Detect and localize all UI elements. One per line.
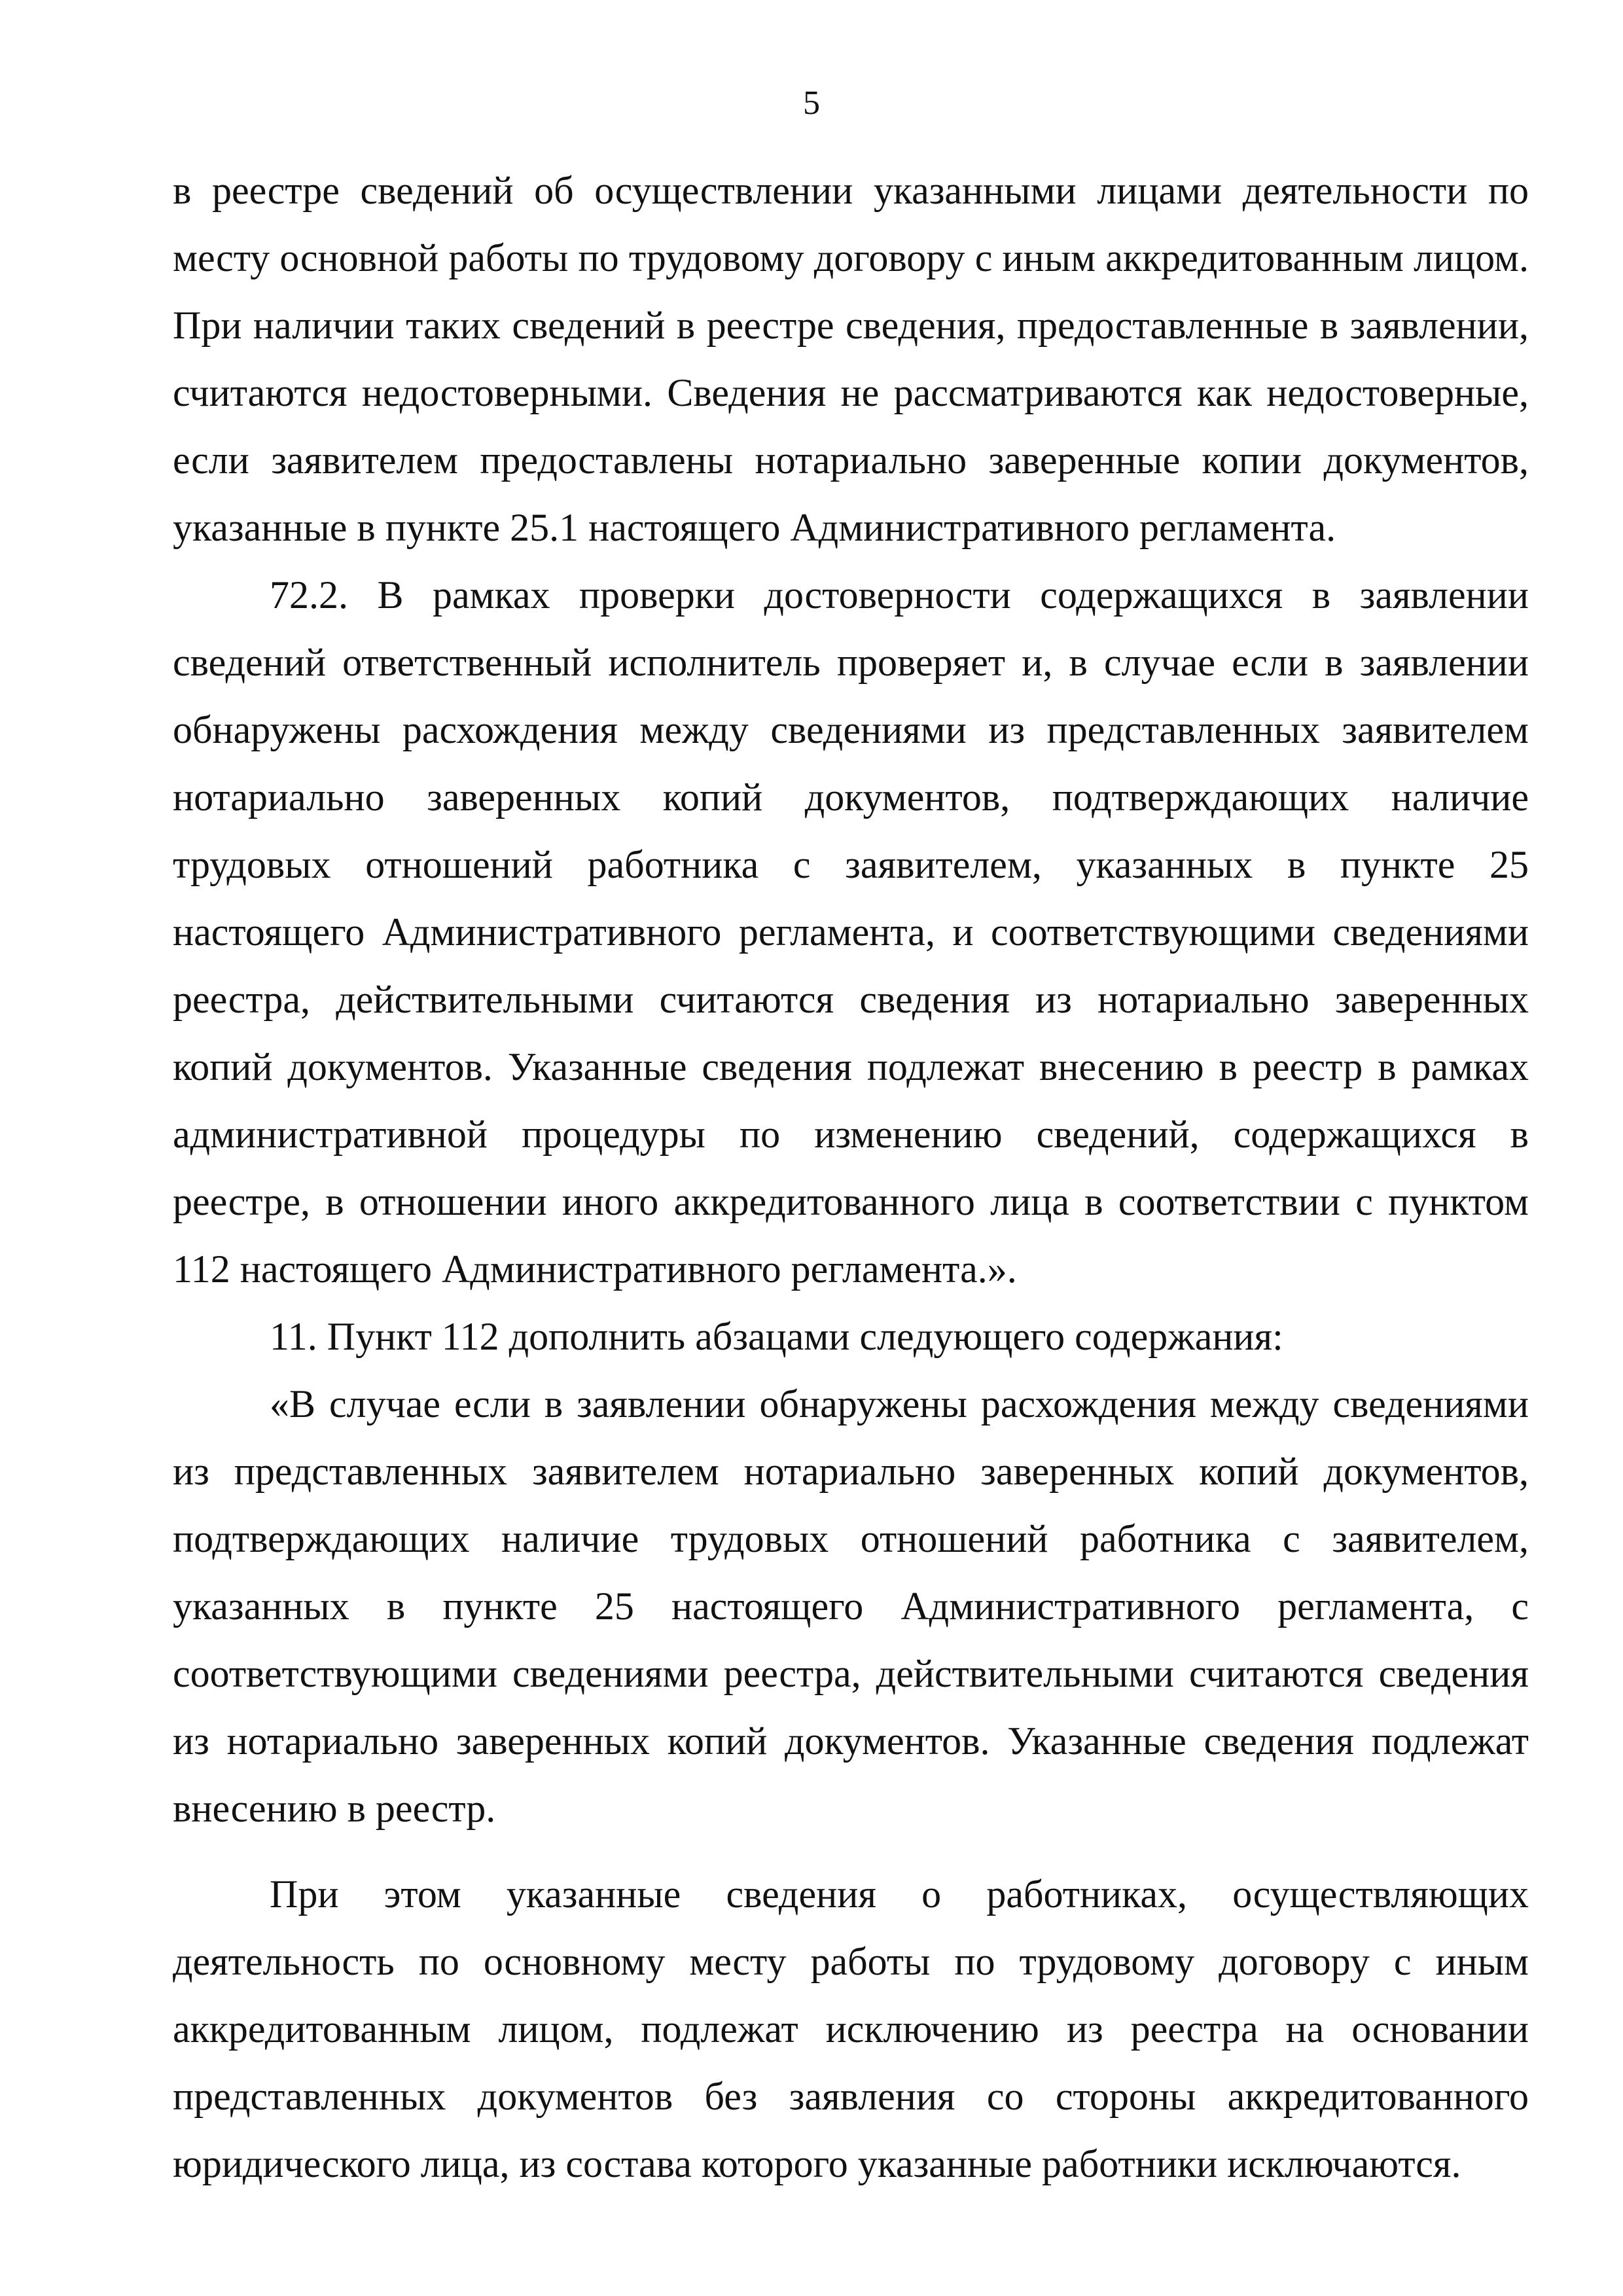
paragraph-72-2: 72.2. В рамках проверки достоверности содержащихся в заявлении сведений ответственный исполнитель проверяет и, в случае если в заявлении обнаружены расхождения между сведениями из представленных заявителем нотариально заверенных копий документов, подтверждающих наличие трудовых отношений работника с заявителем, указанных в пункте 25 настоящего Административного регламента, и соответствующими сведениями реестра, действительными считаются сведения из нотариально заверенных копий документов. Указанные сведения подлежат внесению в реестр в рамках административной процедуры по изменению сведений, содержащихся в реестре, в отношении иного аккредитованного лица в соответствии с пунктом 112 настоящего Административного регламента.».	[173, 573, 1529, 1291]
paragraph-continuation: в реестре сведений об осуществлении указанными лицами деятельности по месту основной работы по трудовому договору с иным аккредитованным лицом. При наличии таких сведений в реестре сведения, предоставленные в заявлении, считаются недостоверными. Сведения не рассматриваются как недостоверные, если заявителем предоставлены нотариально заверенные копии документов, указанные в пункте 25.1 настоящего Административного регламента.	[173, 169, 1529, 549]
page-number: 5	[803, 84, 820, 122]
paragraph-quoted-amendment: «В случае если в заявлении обнаружены расхождения между сведениями из представленных заявителем нотариально заверенных копий документов, подтверждающих наличие трудовых отношений работника с заявителем, указанных в пункте 25 настоящего Административного регламента, с соответствующими сведениями реестра, действительными считаются сведения из нотариально заверенных копий документов. Указанные сведения подлежат внесению в реестр.	[173, 1382, 1529, 1830]
paragraph-exclusion: При этом указанные сведения о работниках, осуществляющих деятельность по основному месту работы по трудовому договору с иным аккредитованным лицом, подлежат исключению из реестра на основании представленных документов без заявления со стороны аккредитованного юридического лица, из состава которого указанные работники исключаются.	[173, 1873, 1529, 2185]
paragraph-item-11: 11. Пункт 112 дополнить абзацами следующего содержания:	[270, 1315, 1283, 1358]
document-body	[173, 157, 1529, 2198]
